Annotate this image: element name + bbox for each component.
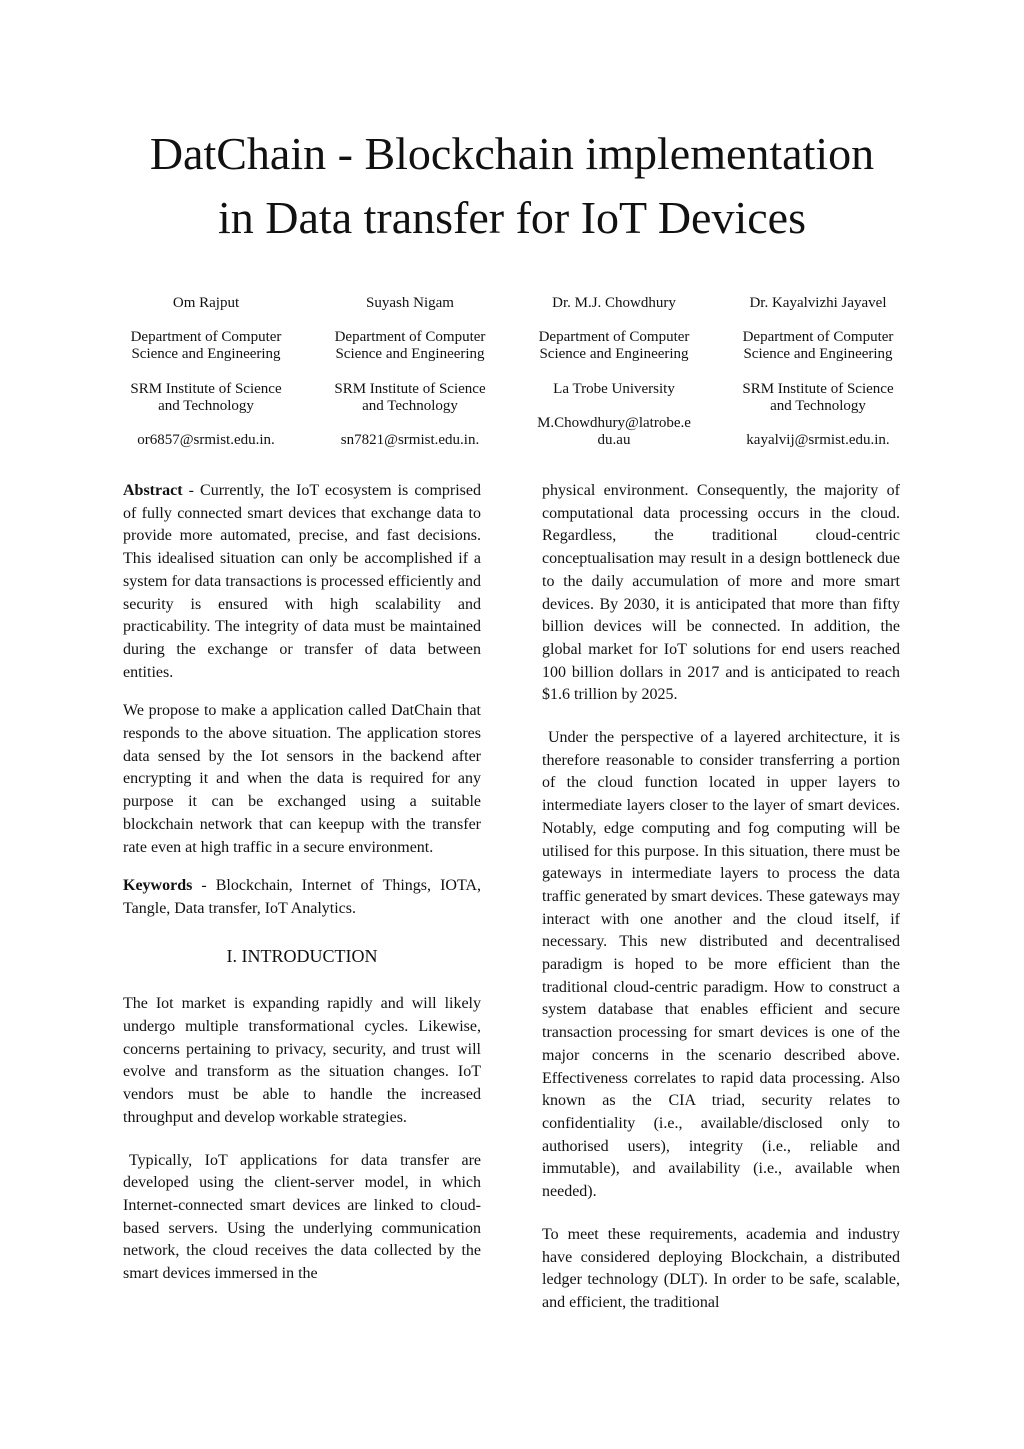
keywords-label: Keywords [123, 877, 193, 895]
author-name: Dr. Kayalvizhi Jayavel [749, 295, 887, 311]
author-institution: SRM Institute of Science and Technology [130, 381, 282, 414]
author-name: Om Rajput [172, 295, 240, 311]
author-block [104, 292, 920, 449]
keywords-text: - Blockchain, Internet of Things, IOTA, Tangle, Data transfer, IoT Analytics. [123, 877, 481, 917]
author-3 [512, 292, 716, 449]
body-paragraph-3: To meet these requirements, academia and industry have considered deploying Blockchain, a distributed ledger technology (DLT). In order to be safe, scalable, and efficient, the traditional [542, 1225, 900, 1311]
author-department: Department of Computer Science and Engineering [538, 329, 690, 362]
author-department: Department of Computer Science and Engineering [742, 329, 894, 362]
right-column [542, 480, 900, 1331]
author-institution: SRM Institute of Science and Technology [334, 381, 486, 414]
abstract-label: Abstract [123, 482, 183, 499]
left-column [123, 480, 481, 1302]
title-line-1: DatChain - Blockchain implementation [149, 128, 875, 179]
author-department: Department of Computer Science and Engineering [130, 329, 282, 362]
author-email: M.Chowdhury@latrobe.e du.au [537, 415, 691, 448]
intro-paragraph-2: Typically, IoT applications for data transfer are developed using the client-server model, in which Internet-connected smart devices are linked to cloud-based servers. Using the underlying communication network, the cloud receives the data collected by the smart devices immersed in the [123, 1151, 481, 1283]
author-name: Dr. M.J. Chowdhury [552, 295, 676, 311]
section-heading: I. INTRODUCTION [226, 945, 378, 966]
author-institution: La Trobe University [553, 381, 675, 397]
abstract-paragraph [123, 480, 481, 684]
author-2 [308, 292, 512, 449]
keywords-paragraph [123, 875, 481, 920]
title-line-2: in Data transfer for IoT Devices [218, 192, 806, 243]
paper-title [0, 122, 1024, 250]
author-email: or6857@srmist.edu.in. [137, 432, 275, 448]
abstract-text: - Currently, the IoT ecosystem is comprised of fully connected smart devices that exchange data to provide more automated, precise, and fast decisions. This idealised situation can only be accomplished if a system for data transactions is processed efficiently and security is ensured with high scalability and practicability. The integrity of data must be maintained during the exchange or transfer of data between entities. [123, 482, 481, 681]
body-paragraph-2: Under the perspective of a layered architecture, it is therefore reasonable to consider transferring a portion of the cloud function located in upper layers to intermediate layers closer to the layer of smart devices. Notably, edge computing and fog computing will be utilised for this purpose. In this situation, there must be gateways in intermediate layers to process the data traffic generated by smart devices. These gateways may interact with one another and the cloud itself, if necessary. This new distributed and decentralised paradigm is hoped to be more efficient than the traditional cloud-centric paradigm. How to construct a system database that enables efficient and secure transaction processing for smart devices is one of the major concerns in the scenario described above. Effectiveness correlates to rapid data processing. Also known as the CIA triad, security relates to confidentiality (i.e., available/disclosed only to authorised users), integrity (i.e., reliable and immutable), and availability (i.e., available when needed). [542, 729, 900, 1201]
intro-paragraph-1: The Iot market is expanding rapidly and will likely undergo multiple transformational cycles. Likewise, concerns pertaining to privacy, security, and trust will evolve and transform as the situation changes. IoT vendors must be able to handle the increased throughput and develop workable strategies. [123, 995, 481, 1126]
author-1 [104, 292, 308, 449]
author-department: Department of Computer Science and Engineering [334, 329, 486, 362]
author-email: sn7821@srmist.edu.in. [340, 432, 480, 448]
author-name: Suyash Nigam [366, 295, 454, 311]
author-4 [716, 292, 920, 449]
author-institution: SRM Institute of Science and Technology [742, 381, 894, 414]
author-email: kayalvij@srmist.edu.in. [746, 432, 890, 448]
body-paragraph-1: physical environment. Consequently, the majority of computational data processing occurs in the cloud. Regardless, the traditional cloud-centric conceptualisation may result in a design bottleneck due to the daily accumulation of more and more smart devices. By 2030, it is anticipated that more than fifty billion devices will be connected. In addition, the global market for IoT solutions for end users reached 100 billion dollars in 2017 and is anticipated to reach $1.6 trillion by 2025. [542, 482, 900, 704]
proposal-paragraph: We propose to make a application called DatChain that responds to the above situation. The application stores data sensed by the Iot sensors in the backend after encrypting it and when the data is required for any purpose it can be exchanged using a suitable blockchain network that can keepup with the transfer rate even at high traffic in a secure environment. [123, 702, 481, 856]
